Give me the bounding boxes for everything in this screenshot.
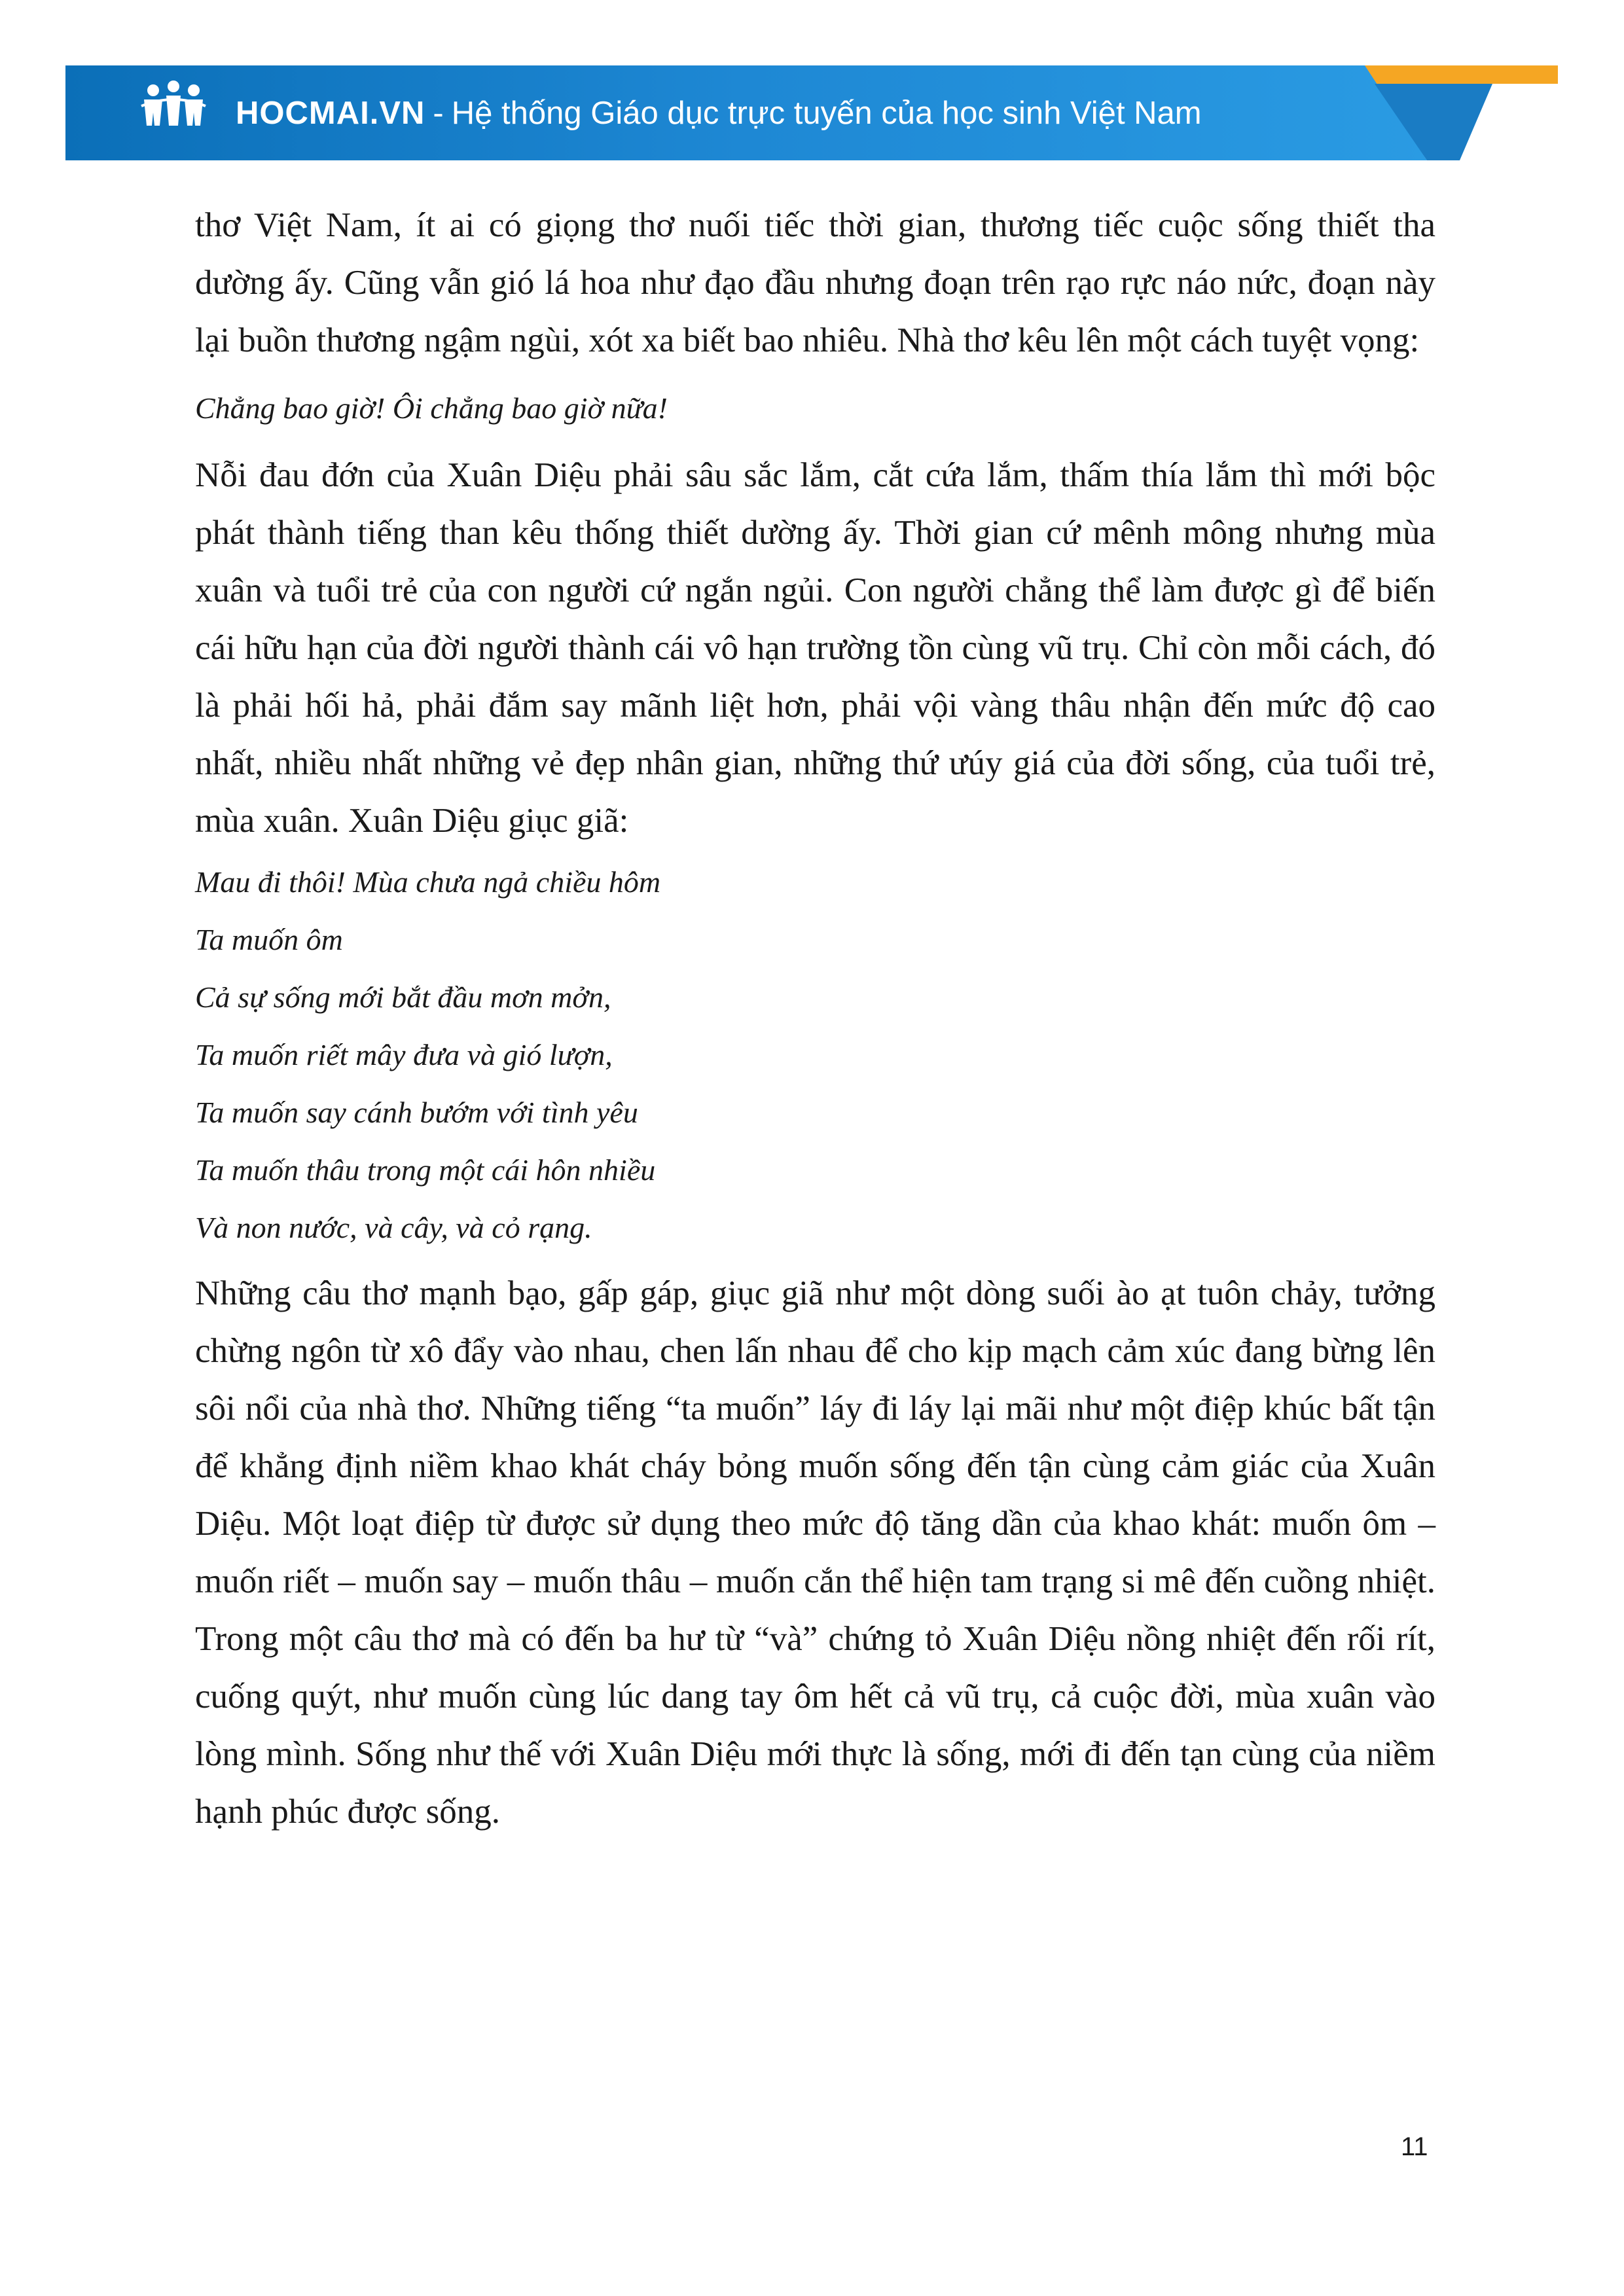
- header-banner: [65, 65, 1558, 160]
- page-number: 11: [1401, 2132, 1428, 2161]
- paragraph-3: Những câu thơ mạnh bạo, gấp gáp, giục giã như một dòng suối ào ạt tuôn chảy, tưởng chừng ngôn từ xô đẩy vào nhau, chen lấn nhau để cho kịp mạch cảm xúc đang bừng lên sôi nổi của nhà thơ. Những tiếng “ta muốn” láy đi láy lại mãi như một điệp khúc bất tận để khẳng định niềm khao khát cháy bỏng muốn sống đến tận cùng cảm giác của Xuân Diệu. Một loạt điệp từ được sử dụng theo mức độ tăng dần của khao khát: muốn ôm – muốn riết – muốn say – muốn thâu – muốn cắn thể hiện tam trạng si mê đến cuồng nhiệt. Trong một câu thơ mà có đến ba hư từ “và” chứng tỏ Xuân Diệu nồng nhiệt đến rối rít, cuống quýt, như muốn cùng lúc dang tay ôm hết cả vũ trụ, cả cuộc đời, mùa xuân vào lòng mình. Sống như thế với Xuân Diệu mới thực là sống, mới đi đến tạn cùng của niềm hạnh phúc được sống.: [195, 1274, 1435, 1831]
- poem-line: Ta muốn ôm: [195, 923, 343, 956]
- poem-line: Ta muốn riết mây đưa và gió lượn,: [195, 1038, 613, 1071]
- poem-line: Ta muốn thâu trong một cái hôn nhiều: [195, 1153, 656, 1187]
- brand-separator: -: [433, 95, 444, 131]
- poem-block: [195, 853, 1435, 1257]
- hocmai-logo: [137, 80, 209, 145]
- poem-line: Mau đi thôi! Mùa chưa ngả chiều hôm: [195, 865, 661, 899]
- banner-title: [236, 65, 1202, 160]
- brand-tagline: Hệ thống Giáo dục trực tuyến của học sinh Việt Nam: [451, 95, 1202, 131]
- brand-name[interactable]: HOCMAI.VN: [236, 95, 425, 131]
- paragraph-2: Nỗi đau đớn của Xuân Diệu phải sâu sắc lắm, cắt cứa lắm, thấm thía lắm thì mới bộc phát thành tiếng than kêu thống thiết dường ấy. Thời gian cứ mênh mông nhưng mùa xuân và tuổi trẻ của con người cứ ngắn ngủi. Con người chẳng thể làm được gì để biến cái hữu hạn của đời người thành cái vô hạn trường tồn cùng vũ trụ. Chỉ còn mỗi cách, đó là phải hối hả, phải đắm say mãnh liệt hơn, phải vội vàng thâu nhận đến mức độ cao nhất, nhiều nhất những vẻ đẹp nhân gian, những thứ ưúy giá của đời sống, của tuổi trẻ, mùa xuân. Xuân Diệu giục giã:: [195, 456, 1435, 840]
- poem-line: Cả sự sống mới bắt đầu mơn mởn,: [195, 980, 611, 1014]
- poem-line: Và non nước, và cây, và cỏ rạng.: [195, 1211, 592, 1244]
- quote-line: Chẳng bao giờ! Ôi chẳng bao giờ nữa!: [195, 391, 668, 425]
- poem-line: Ta muốn say cánh bướm với tình yêu: [195, 1096, 638, 1129]
- paragraph-1: thơ Việt Nam, ít ai có giọng thơ nuối tiếc thời gian, thương tiếc cuộc sống thiết tha dường ấy. Cũng vẫn gió lá hoa như đạo đầu nhưng đoạn trên rạo rực náo nức, đoạn này lại buồn thương ngậm ngùi, xót xa biết bao nhiêu. Nhà thơ kêu lên một cách tuyệt vọng:: [195, 206, 1435, 359]
- document-body: [195, 196, 1435, 1840]
